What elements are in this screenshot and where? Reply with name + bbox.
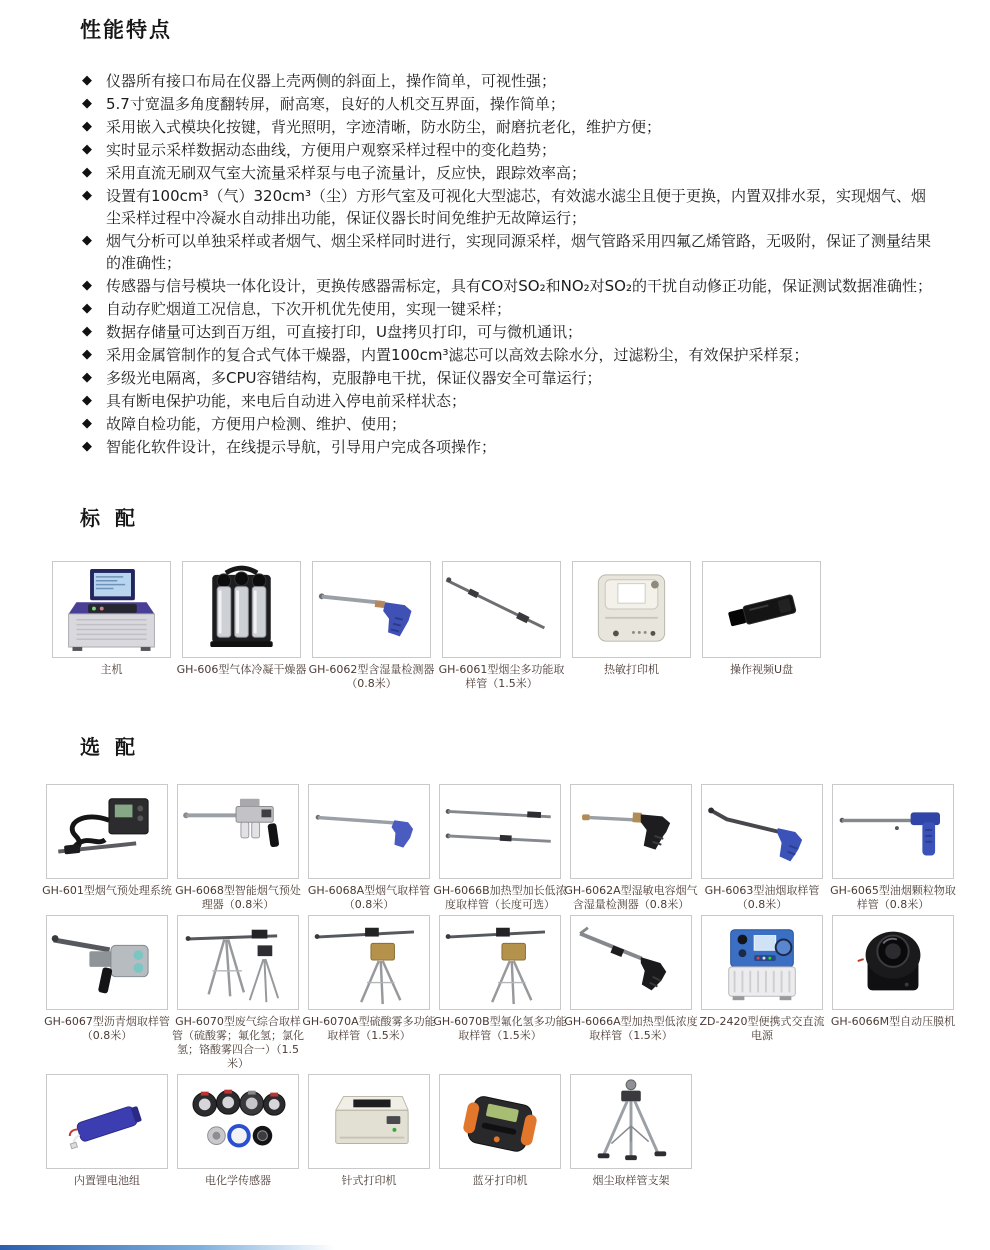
diamond-bullet-icon: ◆ xyxy=(82,165,92,180)
feature-item xyxy=(82,344,935,366)
feature-text: 烟气分析可以单独采样或者烟气、烟尘采样同时进行，实现同源采样，烟气管路采用四氟乙烯管路，无吸附，保证了测量结果的准确性； xyxy=(106,232,932,272)
bluetooth-printer-icon xyxy=(439,1074,561,1169)
product-card xyxy=(701,915,823,1043)
product-card xyxy=(433,915,567,1043)
product-label: GH-6068A型烟气取样管（0.8米） xyxy=(307,884,431,911)
feature-item xyxy=(82,298,935,320)
feature-item xyxy=(82,93,935,115)
tripod-probe-icon xyxy=(439,915,561,1010)
feature-item xyxy=(82,185,935,229)
product-label: GH-6065型油烟颗粒物取样管（0.8米） xyxy=(830,884,956,911)
feature-item xyxy=(82,390,935,412)
product-label: GH-606型气体冷凝干燥器 xyxy=(176,663,307,676)
feature-text: 采用金属管制作的复合式气体干燥器，内置100cm³滤芯可以高效去除水分，过滤粉尘，有效保护采样泵； xyxy=(106,346,809,364)
product-label: 主机 xyxy=(100,663,123,676)
diamond-bullet-icon: ◆ xyxy=(82,347,92,362)
dot-matrix-printer-icon xyxy=(308,1074,430,1169)
feature-item xyxy=(82,230,935,274)
product-label: 操作视频U盘 xyxy=(729,663,794,676)
feature-text: 仪器所有接口布局在仪器上壳两侧的斜面上，操作简单，可视性强； xyxy=(106,72,557,90)
product-card xyxy=(172,915,304,1071)
feature-text: 多级光电隔离，多CPU容错结构，克服静电干扰，保证仪器安全可靠运行； xyxy=(106,369,602,387)
product-label: GH-6062A型湿敏电容烟气含湿量检测器（0.8米） xyxy=(564,884,698,911)
diamond-bullet-icon: ◆ xyxy=(82,142,92,157)
diamond-bullet-icon: ◆ xyxy=(82,370,92,385)
optional-row-1 xyxy=(42,784,990,912)
diamond-bullet-icon: ◆ xyxy=(82,439,92,454)
diamond-bullet-icon: ◆ xyxy=(82,301,92,316)
product-card xyxy=(564,784,698,912)
product-card xyxy=(177,784,299,912)
features-list xyxy=(82,70,935,458)
standard-grid xyxy=(52,561,990,691)
product-label: 烟尘取样管支架 xyxy=(592,1174,670,1187)
feature-text: 故障自检功能，方便用户检测、维护、使用； xyxy=(106,415,407,433)
thermal-printer-icon xyxy=(572,561,691,658)
product-card xyxy=(302,915,436,1043)
long-sampling-tube-icon xyxy=(442,561,561,658)
feature-text: 数据存储量可达到百万组，可直接打印，U盘拷贝打印，可与微机通讯； xyxy=(106,323,582,341)
pretreat-system-icon xyxy=(46,784,168,879)
product-label: 针式打印机 xyxy=(341,1174,397,1187)
footer-accent-bar xyxy=(0,1245,335,1250)
product-card xyxy=(701,784,823,912)
main-unit-icon xyxy=(52,561,171,658)
feature-item xyxy=(82,116,935,138)
product-card xyxy=(176,561,307,677)
product-label: GH-6062型含湿量检测器（0.8米） xyxy=(308,663,435,690)
product-label: 内置锂电池组 xyxy=(74,1174,140,1187)
film-press-icon xyxy=(832,915,954,1010)
product-card xyxy=(52,561,171,677)
product-card xyxy=(702,561,821,677)
product-card xyxy=(308,1074,430,1188)
optional-section-title: 选 配 xyxy=(80,735,139,759)
feature-text: 5.7寸宽温多角度翻转屏，耐高寒，良好的人机交互界面，操作简单； xyxy=(106,95,565,113)
product-card xyxy=(832,784,954,912)
feature-item xyxy=(82,275,935,297)
diamond-bullet-icon: ◆ xyxy=(82,96,92,111)
product-card xyxy=(177,1074,299,1188)
product-card xyxy=(570,1074,692,1188)
tripod-kit-icon xyxy=(177,915,299,1010)
product-card xyxy=(433,784,567,912)
product-label: GH-6063型油烟取样管（0.8米） xyxy=(704,884,820,911)
tripod-stand-icon xyxy=(570,1074,692,1169)
product-label: GH-6070B型氟化氢多功能取样管（1.5米） xyxy=(433,1015,567,1042)
feature-item xyxy=(82,321,935,343)
black-gun-probe-icon xyxy=(570,784,692,879)
diamond-bullet-icon: ◆ xyxy=(82,188,92,203)
product-label: GH-601型烟气预处理系统 xyxy=(42,884,172,897)
diamond-bullet-icon: ◆ xyxy=(82,233,92,248)
tripod-probe-icon xyxy=(308,915,430,1010)
moisture-probe-icon xyxy=(312,561,431,658)
product-label: ZD-2420型便携式交直流电源 xyxy=(699,1015,825,1042)
product-card xyxy=(42,784,172,898)
power-supply-icon xyxy=(701,915,823,1010)
product-card xyxy=(46,1074,168,1188)
feature-text: 传感器与信号模块一体化设计，更换传感器需标定，具有CO对SO₂和NO₂对SO₂的干扰自动修正功能，保证测试数据准确性； xyxy=(106,277,933,295)
product-card xyxy=(832,915,954,1029)
features-title: 性能特点 xyxy=(80,18,172,42)
product-card xyxy=(308,784,430,912)
feature-text: 设置有100cm³（气）320cm³（尘）方形气室及可视化大型滤芯，有效滤水滤尘且便于更换，内置双排水泵，实现烟气、烟尘采样过程中冷凝水自动排出功能，保证仪器长时间免维护无故障运行； xyxy=(106,187,927,227)
diamond-bullet-icon: ◆ xyxy=(82,416,92,431)
gas-probe-icon xyxy=(308,784,430,879)
diamond-bullet-icon: ◆ xyxy=(82,73,92,88)
feature-text: 具有断电保护功能，来电后自动进入停电前采样状态； xyxy=(106,392,467,410)
feature-item xyxy=(82,413,935,435)
product-label: 电化学传感器 xyxy=(205,1174,271,1187)
diamond-bullet-icon: ◆ xyxy=(82,393,92,408)
optional-row-2 xyxy=(46,915,990,1071)
feature-text: 采用嵌入式模块化按键，背光照明，字迹清晰，防水防尘，耐磨抗老化，维护方便； xyxy=(106,118,662,136)
feature-text: 智能化软件设计，在线提示导航，引导用户完成各项操作； xyxy=(106,438,497,456)
feature-item xyxy=(82,70,935,92)
condensing-dryer-icon xyxy=(182,561,301,658)
product-label: GH-6067型沥青烟取样管（0.8米） xyxy=(44,1015,170,1042)
diamond-bullet-icon: ◆ xyxy=(82,278,92,293)
product-label: GH-6070型废气综合取样管（硫酸雾；氟化氢；氯化氢；铬酸雾四合一）（1.5米） xyxy=(172,1015,304,1070)
feature-text: 自动存贮烟道工况信息，下次开机优先使用，实现一键采样； xyxy=(106,300,512,318)
battery-pack-icon xyxy=(46,1074,168,1169)
product-label: GH-6068型智能烟气预处理器（0.8米） xyxy=(175,884,301,911)
diamond-bullet-icon: ◆ xyxy=(82,119,92,134)
feature-text: 采用直流无刷双气室大流量采样泵与电子流量计，反应快，跟踪效率高； xyxy=(106,164,587,182)
product-card xyxy=(438,561,565,691)
double-tube-icon xyxy=(439,784,561,879)
product-card xyxy=(564,915,698,1043)
heated-probe-icon xyxy=(570,915,692,1010)
product-label: GH-6066A型加热型低浓度取样管（1.5米） xyxy=(564,1015,698,1042)
sensor-set-icon xyxy=(177,1074,299,1169)
product-card xyxy=(439,1074,561,1188)
oil-probe-icon xyxy=(701,784,823,879)
feature-item xyxy=(82,162,935,184)
feature-item xyxy=(82,367,935,389)
smart-pretreat-probe-icon xyxy=(177,784,299,879)
product-card xyxy=(46,915,168,1043)
product-label: GH-6066M型自动压膜机 xyxy=(830,1015,956,1028)
feature-item xyxy=(82,139,935,161)
product-label: GH-6070A型硫酸雾多功能取样管（1.5米） xyxy=(302,1015,436,1042)
product-label: GH-6066B加热型加长低浓度取样管（长度可选） xyxy=(433,884,567,911)
oil-particle-probe-icon xyxy=(832,784,954,879)
product-card xyxy=(572,561,691,677)
product-label: GH-6061型烟尘多功能取样管（1.5米） xyxy=(438,663,565,690)
asphalt-probe-icon xyxy=(46,915,168,1010)
feature-item xyxy=(82,436,935,458)
standard-section-title: 标 配 xyxy=(80,506,139,530)
product-label: 热敏打印机 xyxy=(604,663,659,676)
diamond-bullet-icon: ◆ xyxy=(82,324,92,339)
optional-grid xyxy=(0,784,990,1188)
product-label: 蓝牙打印机 xyxy=(472,1174,528,1187)
feature-text: 实时显示采样数据动态曲线，方便用户观察采样过程中的变化趋势； xyxy=(106,141,557,159)
usb-drive-icon xyxy=(702,561,821,658)
product-card xyxy=(308,561,435,691)
optional-row-3 xyxy=(46,1074,990,1188)
